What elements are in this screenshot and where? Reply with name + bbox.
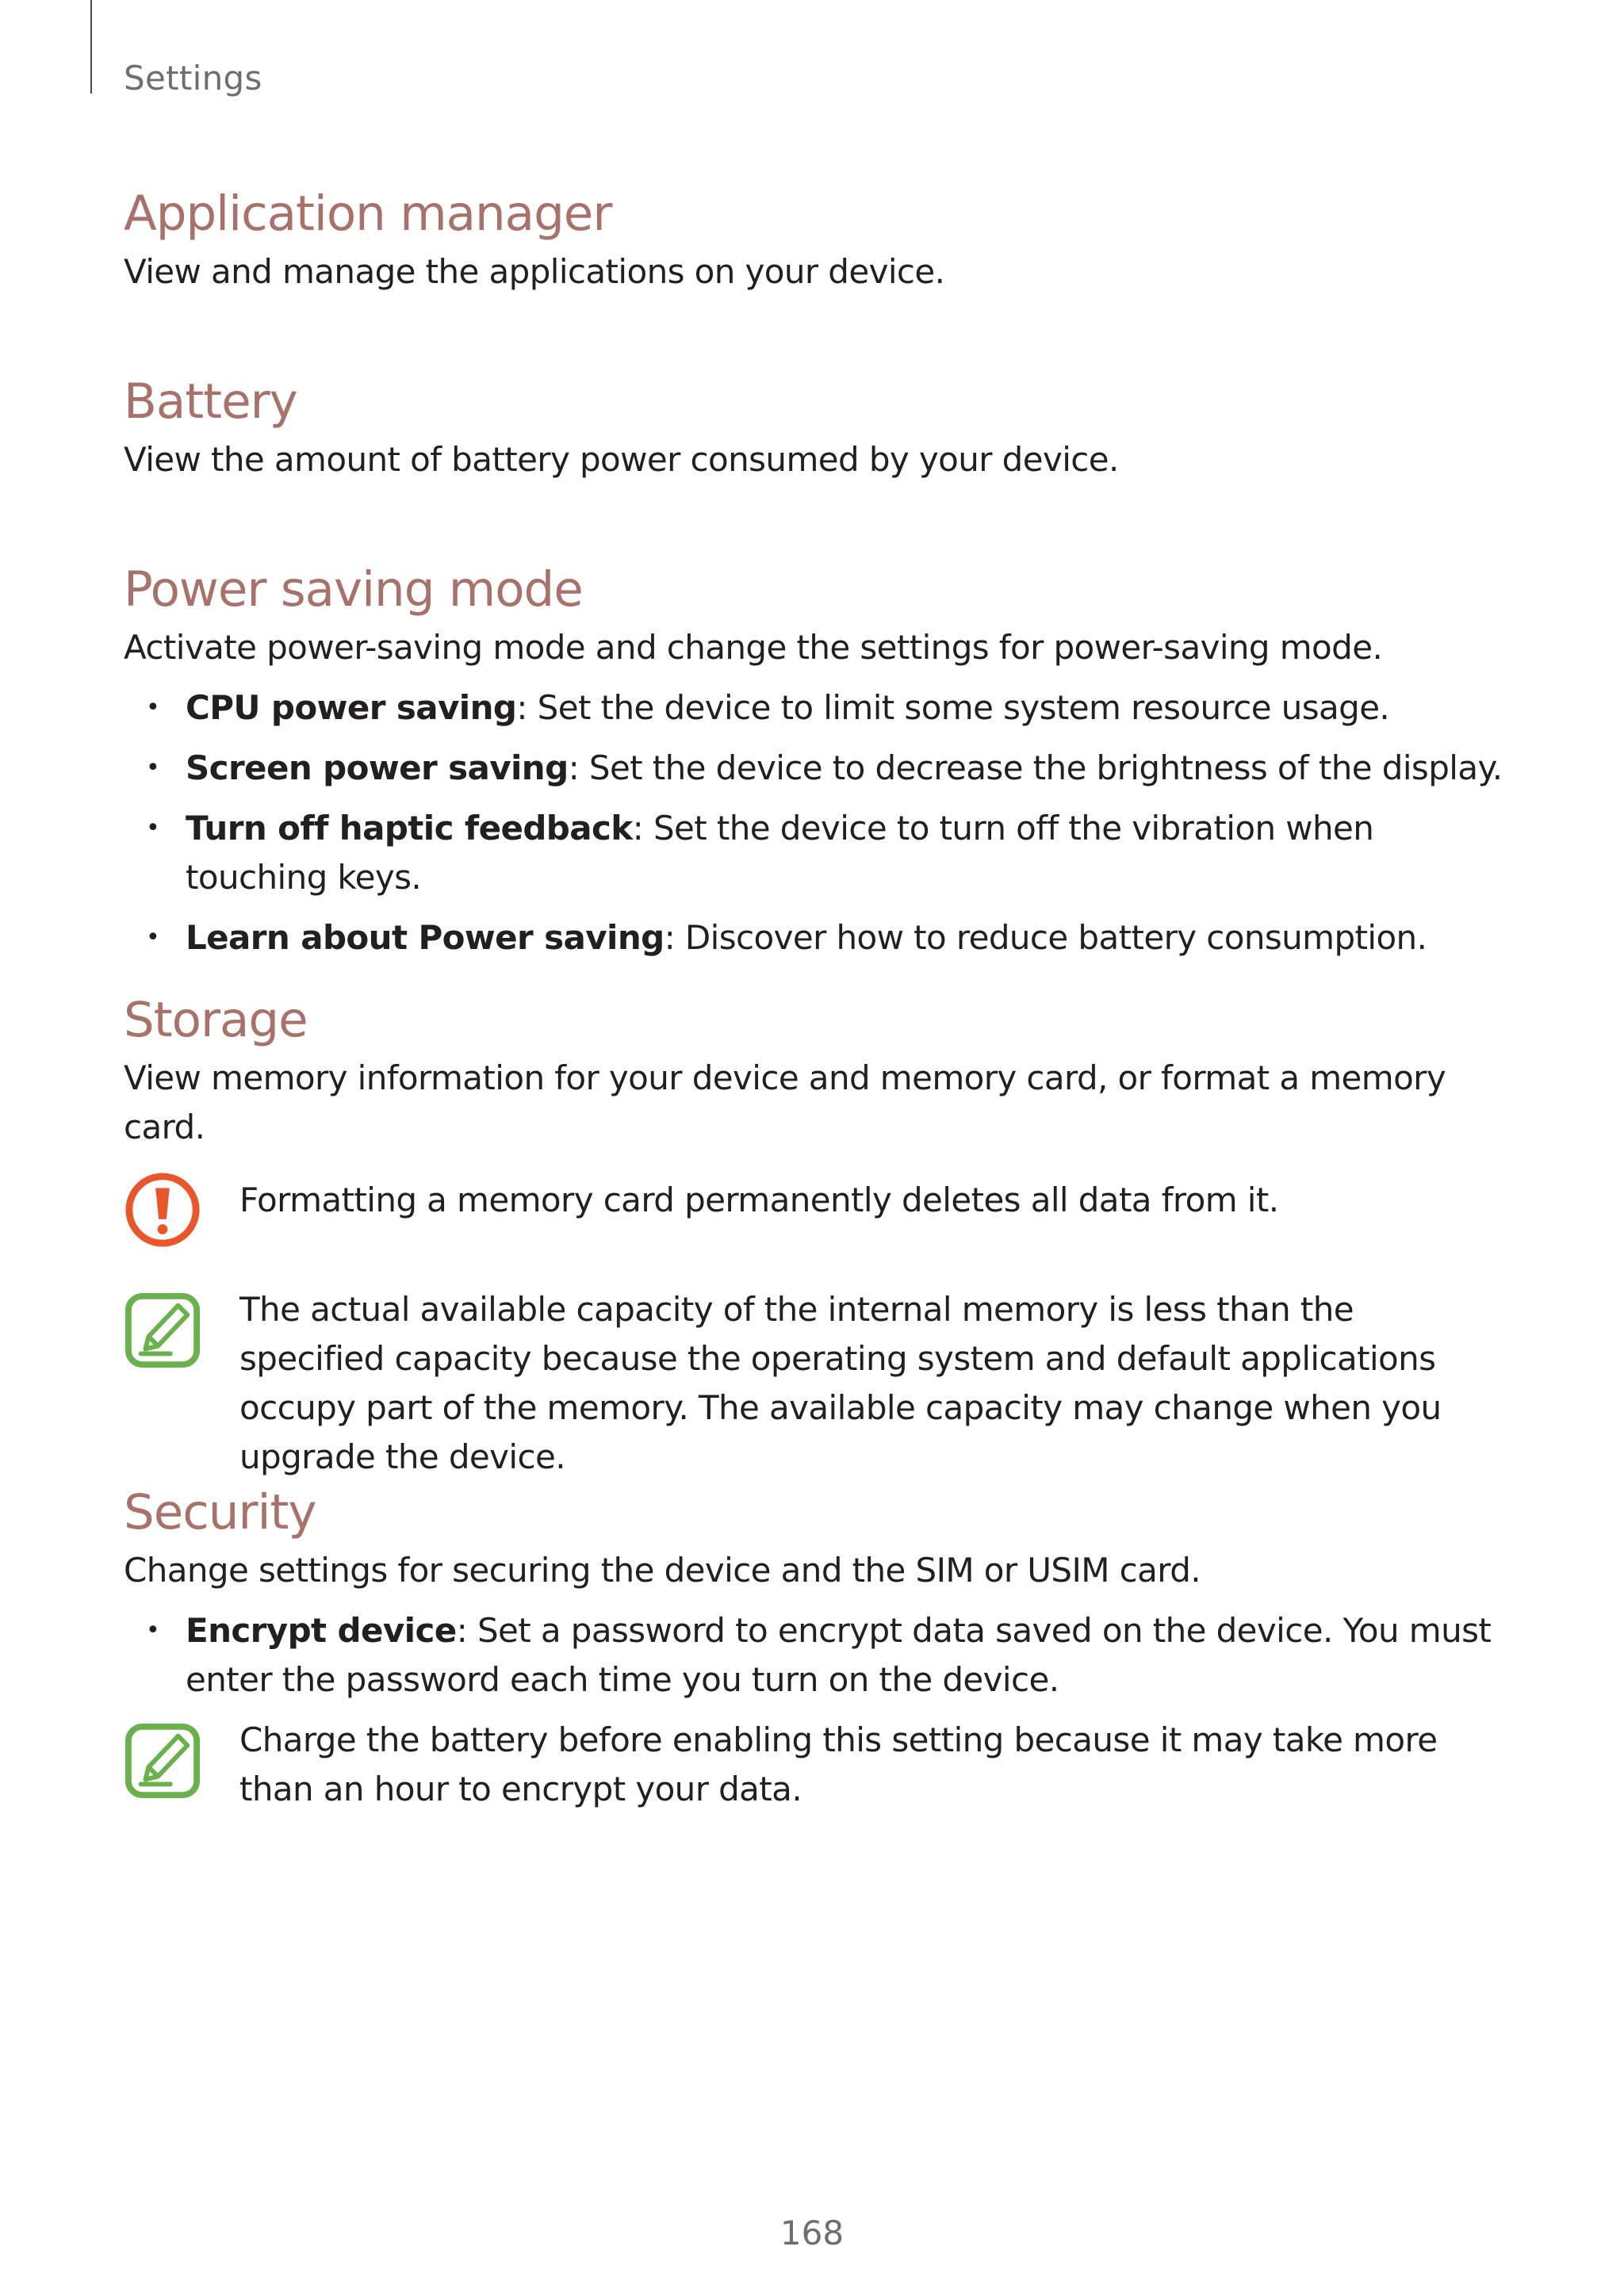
section-description: Change settings for securing the device and the SIM or USIM card. bbox=[124, 1551, 1201, 1590]
note-icon bbox=[124, 1292, 201, 1369]
section-description: View and manage the applications on your device. bbox=[124, 252, 945, 291]
item-text: : Set the device to decrease the brightness of the display. bbox=[568, 748, 1503, 787]
section-battery bbox=[124, 369, 1503, 557]
section-title: Storage bbox=[124, 992, 308, 1048]
list-item bbox=[124, 804, 1503, 902]
section-application-manager bbox=[124, 181, 1503, 369]
note-icon bbox=[124, 1722, 201, 1800]
section-title: Power saving mode bbox=[124, 561, 583, 618]
bullet-icon: • bbox=[146, 694, 160, 721]
item-text: : Discover how to reduce battery consumption. bbox=[664, 918, 1427, 957]
section-description: Activate power-saving mode and change the settings for power-saving mode. bbox=[124, 628, 1383, 667]
section-power-saving-mode bbox=[124, 557, 1503, 987]
page-content bbox=[124, 181, 1503, 1814]
warning-callout bbox=[124, 1176, 1503, 1263]
page-number: 168 bbox=[779, 2214, 845, 2252]
item-text: : Set the device to limit some system resource usage. bbox=[516, 688, 1390, 727]
bullet-list bbox=[124, 1606, 1503, 1705]
note-callout bbox=[124, 1285, 1503, 1482]
header-rule bbox=[90, 0, 92, 94]
bullet-icon: • bbox=[146, 924, 160, 951]
section-title: Security bbox=[124, 1484, 316, 1540]
note-text: Charge the battery before enabling this setting because it may take more than an hour to encrypt your data. bbox=[239, 1720, 1438, 1808]
section-description: View memory information for your device and memory card, or format a memory card. bbox=[124, 1058, 1446, 1146]
list-item bbox=[124, 683, 1503, 733]
note-callout bbox=[124, 1716, 1503, 1814]
warning-icon bbox=[124, 1171, 201, 1249]
section-title: Application manager bbox=[124, 186, 612, 242]
bullet-icon: • bbox=[146, 754, 160, 782]
item-term: Turn off haptic feedback bbox=[186, 809, 633, 848]
section-security bbox=[124, 1479, 1503, 1814]
bullet-list bbox=[124, 683, 1503, 962]
running-header: Settings bbox=[124, 59, 262, 98]
bullet-icon: • bbox=[146, 814, 160, 842]
item-text: : Set the device to turn off the vibration when touching keys. bbox=[186, 809, 1374, 897]
list-item bbox=[124, 913, 1503, 962]
bullet-icon: • bbox=[146, 1617, 160, 1644]
item-term: Encrypt device bbox=[186, 1611, 457, 1650]
item-term: CPU power saving bbox=[186, 688, 517, 727]
section-title: Battery bbox=[124, 373, 297, 430]
item-text: : Set a password to encrypt data saved on the device. You must enter the password each time you turn on the device. bbox=[186, 1611, 1492, 1699]
warning-text: Formatting a memory card permanently deletes all data from it. bbox=[239, 1181, 1279, 1219]
section-description: View the amount of battery power consumed by your device. bbox=[124, 440, 1119, 479]
note-text: The actual available capacity of the internal memory is less than the specified capacity because the operating system and default applications occupy part of the memory. The available capacity may change when you upgrade the device. bbox=[239, 1290, 1442, 1476]
item-term: Screen power saving bbox=[186, 748, 569, 787]
list-item bbox=[124, 744, 1503, 793]
section-storage bbox=[124, 987, 1503, 1479]
item-term: Learn about Power saving bbox=[186, 918, 665, 957]
list-item bbox=[124, 1606, 1503, 1705]
